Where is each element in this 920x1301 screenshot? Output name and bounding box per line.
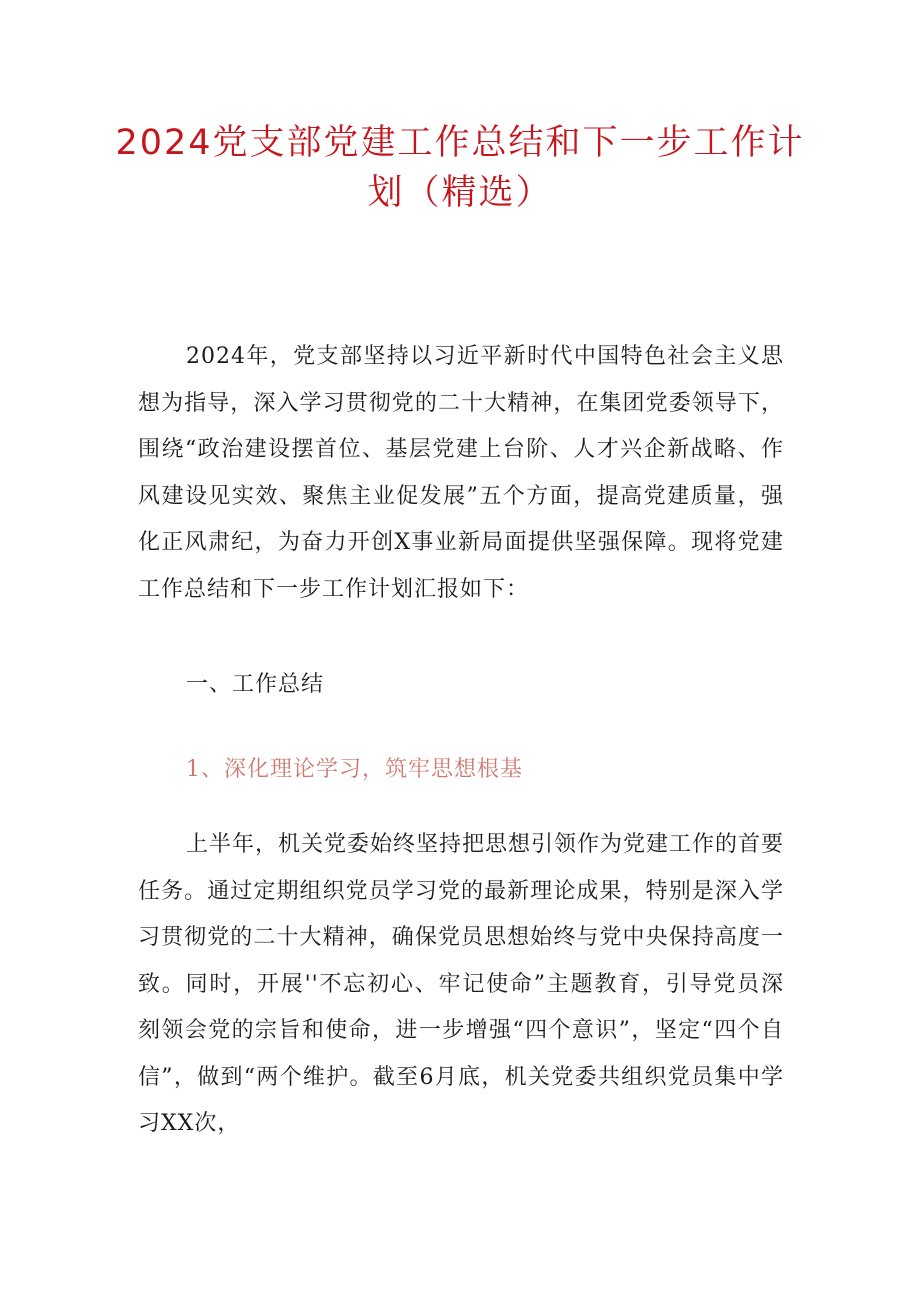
intro-paragraph: 2024年，党支部坚持以习近平新时代中国特色社会主义思想为指导，深入学习贯彻党的二十大精神，在集团党委领导下，围绕“政治建设摆首位、基层党建上台阶、人才兴企新战略、作风建设见实效、聚焦主业促发展”五个方面，提高党建质量，强化正风肃纪，为奋力开创X事业新局面提供坚强保障。现将党建工作总结和下一步工作计划汇报如下：	[138, 344, 784, 602]
subsection-heading-theory-study: 1、深化理论学习，筑牢思想根基	[186, 757, 523, 782]
section-heading-work-summary: 一、工作总结	[186, 672, 325, 697]
theory-study-paragraph: 上半年，机关党委始终坚持把思想引领作为党建工作的首要任务。通过定期组织党员学习党的最新理论成果，特别是深入学习贯彻党的二十大精神，确保党员思想始终与党中央保持高度一致。同时，开展''不忘初心、牢记使命”主题教育，引导党员深刻领会党的宗旨和使命，进一步增强“四个意识”，坚定“四个自信”，做到“两个维护。截至6月底，机关党委共组织党员集中学习XX次，	[138, 832, 785, 1136]
document-title: 2024党支部党建工作总结和下一步工作计划（精选）	[115, 123, 805, 213]
